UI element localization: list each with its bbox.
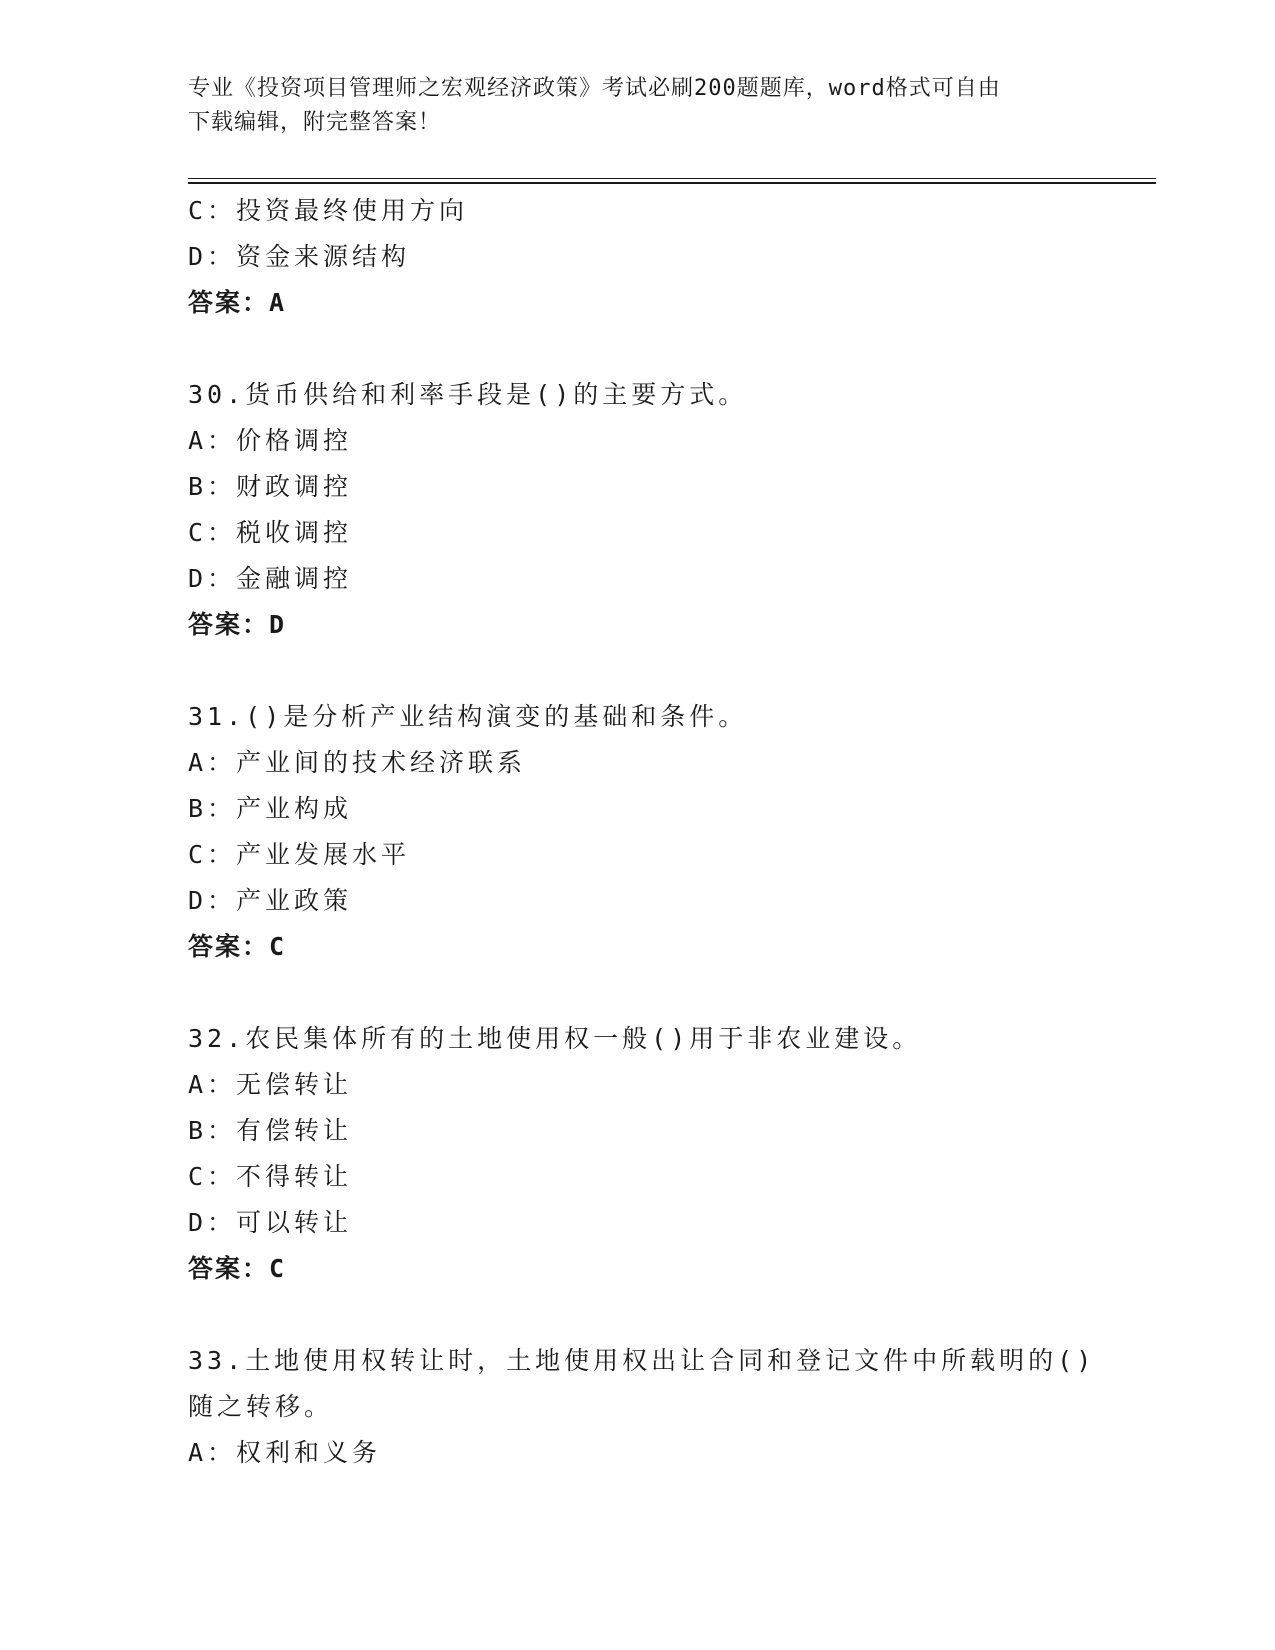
question-block-32 xyxy=(188,1016,1088,1292)
question-list xyxy=(188,188,1096,1476)
question-text-line-1: 33.土地使用权转让时，土地使用权出让合同和登记文件中所载明的() xyxy=(188,1346,1096,1375)
header-divider-thin xyxy=(188,178,1156,179)
spacer xyxy=(188,1292,1088,1338)
question-block-prev xyxy=(188,188,1088,326)
answer-line: 答案：D xyxy=(188,610,287,639)
option-a: A：无偿转让 xyxy=(188,1070,353,1099)
option-d: D：金融调控 xyxy=(188,564,353,593)
question-text: 32.农民集体所有的土地使用权一般()用于非农业建设。 xyxy=(188,1024,922,1053)
option-c: C：税收调控 xyxy=(188,518,353,547)
option-c: C：投资最终使用方向 xyxy=(188,196,469,225)
answer-line: 答案：C xyxy=(188,1254,287,1283)
option-c: C：产业发展水平 xyxy=(188,840,411,869)
question-block-30 xyxy=(188,372,1088,648)
question-text-line-2: 随之转移。 xyxy=(188,1392,334,1421)
option-b: B：有偿转让 xyxy=(188,1116,353,1145)
question-block-33 xyxy=(188,1338,1096,1476)
option-a: A：产业间的技术经济联系 xyxy=(188,748,527,777)
option-d: D：产业政策 xyxy=(188,886,353,915)
header-line-1: 专业《投资项目管理师之宏观经济政策》考试必刷200题题库，word格式可自由 xyxy=(188,76,1001,101)
header-divider-thick xyxy=(188,182,1156,184)
spacer xyxy=(188,970,1088,1016)
option-b: B：财政调控 xyxy=(188,472,353,501)
document-header xyxy=(188,72,1088,140)
question-block-31 xyxy=(188,694,1088,970)
answer-line: 答案：C xyxy=(188,932,287,961)
option-a: A：价格调控 xyxy=(188,426,353,455)
spacer xyxy=(188,648,1088,694)
spacer xyxy=(188,326,1088,372)
option-b: B：产业构成 xyxy=(188,794,353,823)
option-a: A：权利和义务 xyxy=(188,1438,382,1467)
option-d: D：可以转让 xyxy=(188,1208,353,1237)
question-text: 30.货币供给和利率手段是()的主要方式。 xyxy=(188,380,748,409)
option-c: C：不得转让 xyxy=(188,1162,353,1191)
option-d: D：资金来源结构 xyxy=(188,242,411,271)
header-line-2: 下载编辑，附完整答案！ xyxy=(188,110,442,135)
question-text: 31.()是分析产业结构演变的基础和条件。 xyxy=(188,702,748,731)
answer-line: 答案：A xyxy=(188,288,287,317)
